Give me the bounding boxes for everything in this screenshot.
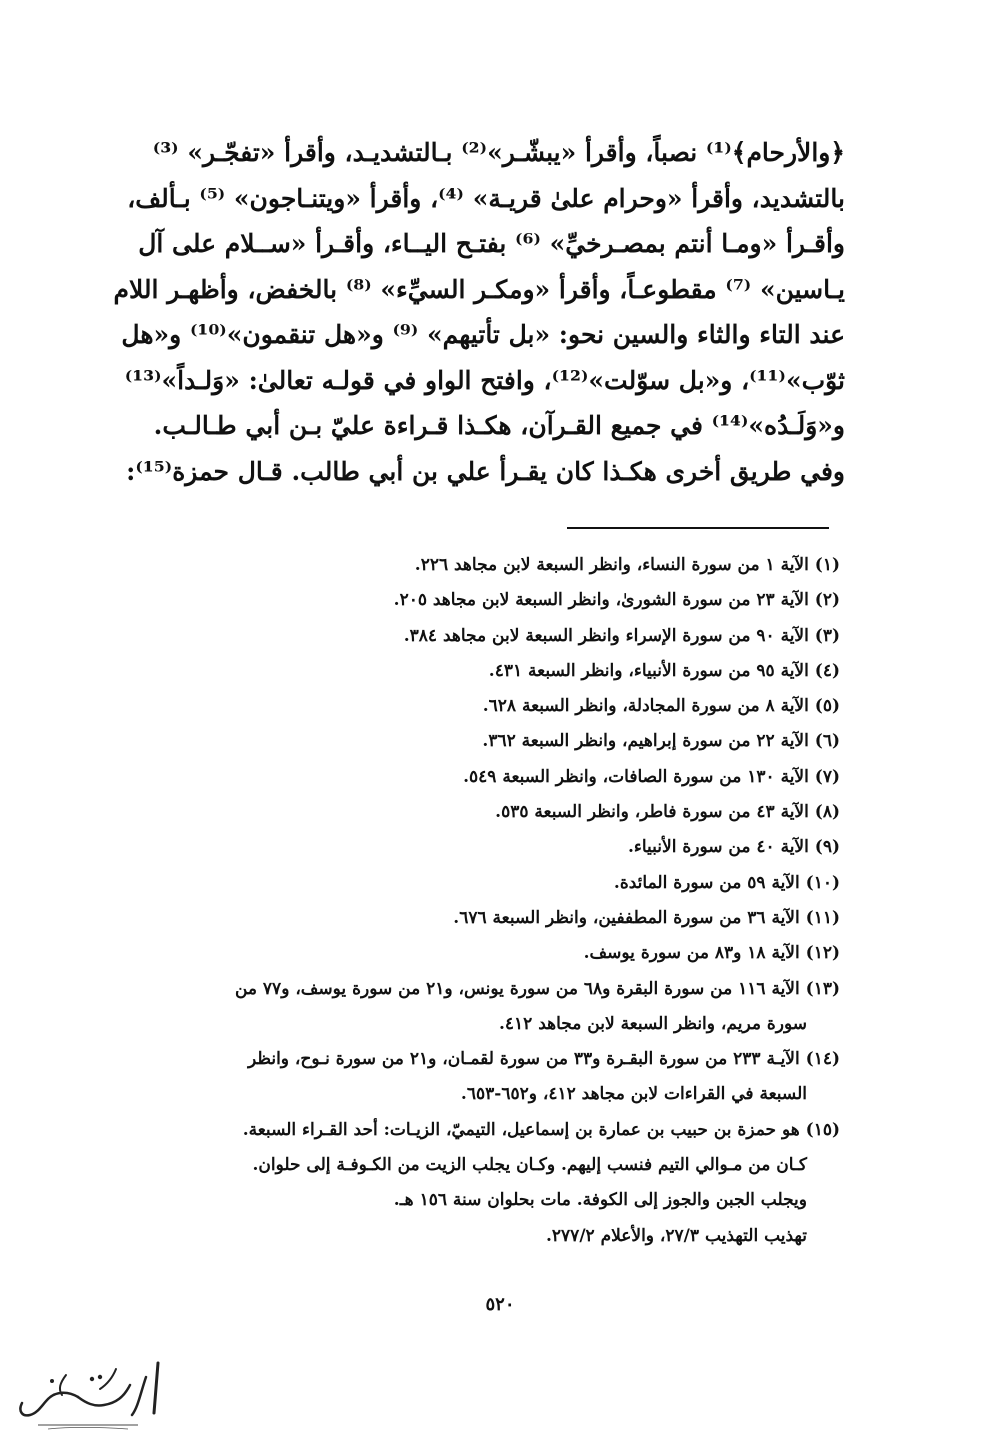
main-text-line: بالتشديد، وأقرأ «وحرام علىٰ قريـة» ⁽⁴⁾، وأقرأ «ويتنـاجون» ⁽⁵⁾ بـألف، xyxy=(127,183,845,213)
main-text-line: و«وَلَـدُه»⁽¹⁴⁾ في جميع القـرآن، هكـذا قـراءة عليّ بـن أبي طـالـب. xyxy=(153,411,845,440)
footnote-8: (٨) الآية ٤٣ من سورة فاطر، وانظر السبعة ٥٣٥. xyxy=(495,802,840,823)
footnote-11: (١١) الآية ٣٦ من سورة المطففين، وانظر السبعة ٦٧٦. xyxy=(453,907,840,928)
footnote-12: (١٢) الآية ١٨ و٨٣ من سورة يوسف. xyxy=(583,943,840,964)
footnote-15-continuation: ويجلب الجبن والجوز إلى الكوفة. مات بحلوان سنة ١٥٦ هـ. xyxy=(393,1190,807,1211)
footnote-7: (٧) الآية ١٣٠ من سورة الصافات، وانظر السبعة ٥٤٩. xyxy=(463,766,840,787)
footnote-separator xyxy=(567,527,829,529)
main-text-line: ﴿والأرحام﴾⁽¹⁾ نصباً، وأقرأ «يبشّـر»⁽²⁾ بـالتشديـد، وأقرأ «تفجّـر» ⁽³⁾ xyxy=(152,138,845,167)
footnote-15-continuation: تهذيب التهذيب ٢٧/٣، والأعلام ٢٧٧/٢. xyxy=(546,1225,807,1246)
footnote-9: (٩) الآية ٤٠ من سورة الأنبياء. xyxy=(627,837,840,858)
footnote-6: (٦) الآية ٢٢ من سورة إبراهيم، وانظر السبعة ٣٦٢. xyxy=(482,731,840,752)
page-number: ٥٢٠ xyxy=(485,1294,515,1315)
footnote-3: (٣) الآية ٩٠ من سورة الإسراء وانظر السبعة لابن مجاهد ٣٨٤. xyxy=(403,625,840,646)
footnote-10: (١٠) الآية ٥٩ من سورة المائدة. xyxy=(613,872,840,893)
footnote-2: (٢) الآية ٢٣ من سورة الشورىٰ، وانظر السبعة لابن مجاهد ٢٠٥. xyxy=(393,590,840,611)
main-text-block xyxy=(113,130,845,494)
main-text-line: ثوّب»⁽¹¹⁾، و«بل سوّلت»⁽¹²⁾، وافتح الواو في قولـه تعالىٰ: «وَلـداً»⁽¹³⁾ xyxy=(124,365,845,395)
calligraphy-logo xyxy=(8,1355,168,1433)
footnote-1: (١) الآية ١ من سورة النساء، وانظر السبعة لابن مجاهد ٢٢٦. xyxy=(414,555,840,575)
footnote-4: (٤) الآية ٩٥ من سورة الأنبياء، وانظر السبعة ٤٣١. xyxy=(488,660,840,681)
footnote-15-continuation: كـان من مـوالي التيم فنسب إليهم. وكـان يجلب الزيت من الكـوفـة إلى حلوان. xyxy=(252,1155,807,1176)
footnote-13: (١٣) الآية ١١٦ من سورة البقرة و٦٨ من سورة يونس، و٢١ من سورة يوسف، و٧٧ من xyxy=(234,978,840,999)
main-text-line: وفي طريق أخرى هكـذا كان يقـرأ علي بن أبي طالب. قـال حمزة⁽¹⁵⁾: xyxy=(126,456,845,486)
footnote-14-continuation: السبعة في القراءات لابن مجاهد ٤١٢، و٦٥٢-٦٥٣. xyxy=(460,1084,807,1105)
footnote-15: (١٥) هو حمزة بن حبيب بن عمارة بن إسماعيل، التيميّ، الزيـات: أحد القـراء السبعة. xyxy=(242,1119,840,1140)
main-text-line: يـاسين» ⁽⁷⁾ مقطوعـاً، وأقرأ «ومكـر السيِّء» ⁽⁸⁾ بالخفض، وأظهـر اللام xyxy=(113,274,845,304)
main-text-line: وأقـرأ «ومـا أنتم بمصـرخيِّ» ⁽⁶⁾ بفتـح اليــاء، وأقـرأ «ســلام على آل xyxy=(138,229,845,258)
footnote-5: (٥) الآية ٨ من سورة المجادلة، وانظر السبعة ٦٢٨. xyxy=(482,696,840,717)
footnote-14: (١٤) الآيـة ٢٣٣ من سورة البقـرة و٣٣ من سورة لقمـان، و٢١ من سورة نـوح، وانظر xyxy=(248,1049,840,1070)
footnotes-block xyxy=(140,548,840,1254)
main-text-line: عند التاء والثاء والسين نحو: «بل تأتيهم» ⁽⁹⁾ و«هل تنقمون»⁽¹⁰⁾ و«هل xyxy=(121,320,845,349)
footnote-13-continuation: سورة مريم، وانظر السبعة لابن مجاهد ٤١٢. xyxy=(498,1013,807,1034)
